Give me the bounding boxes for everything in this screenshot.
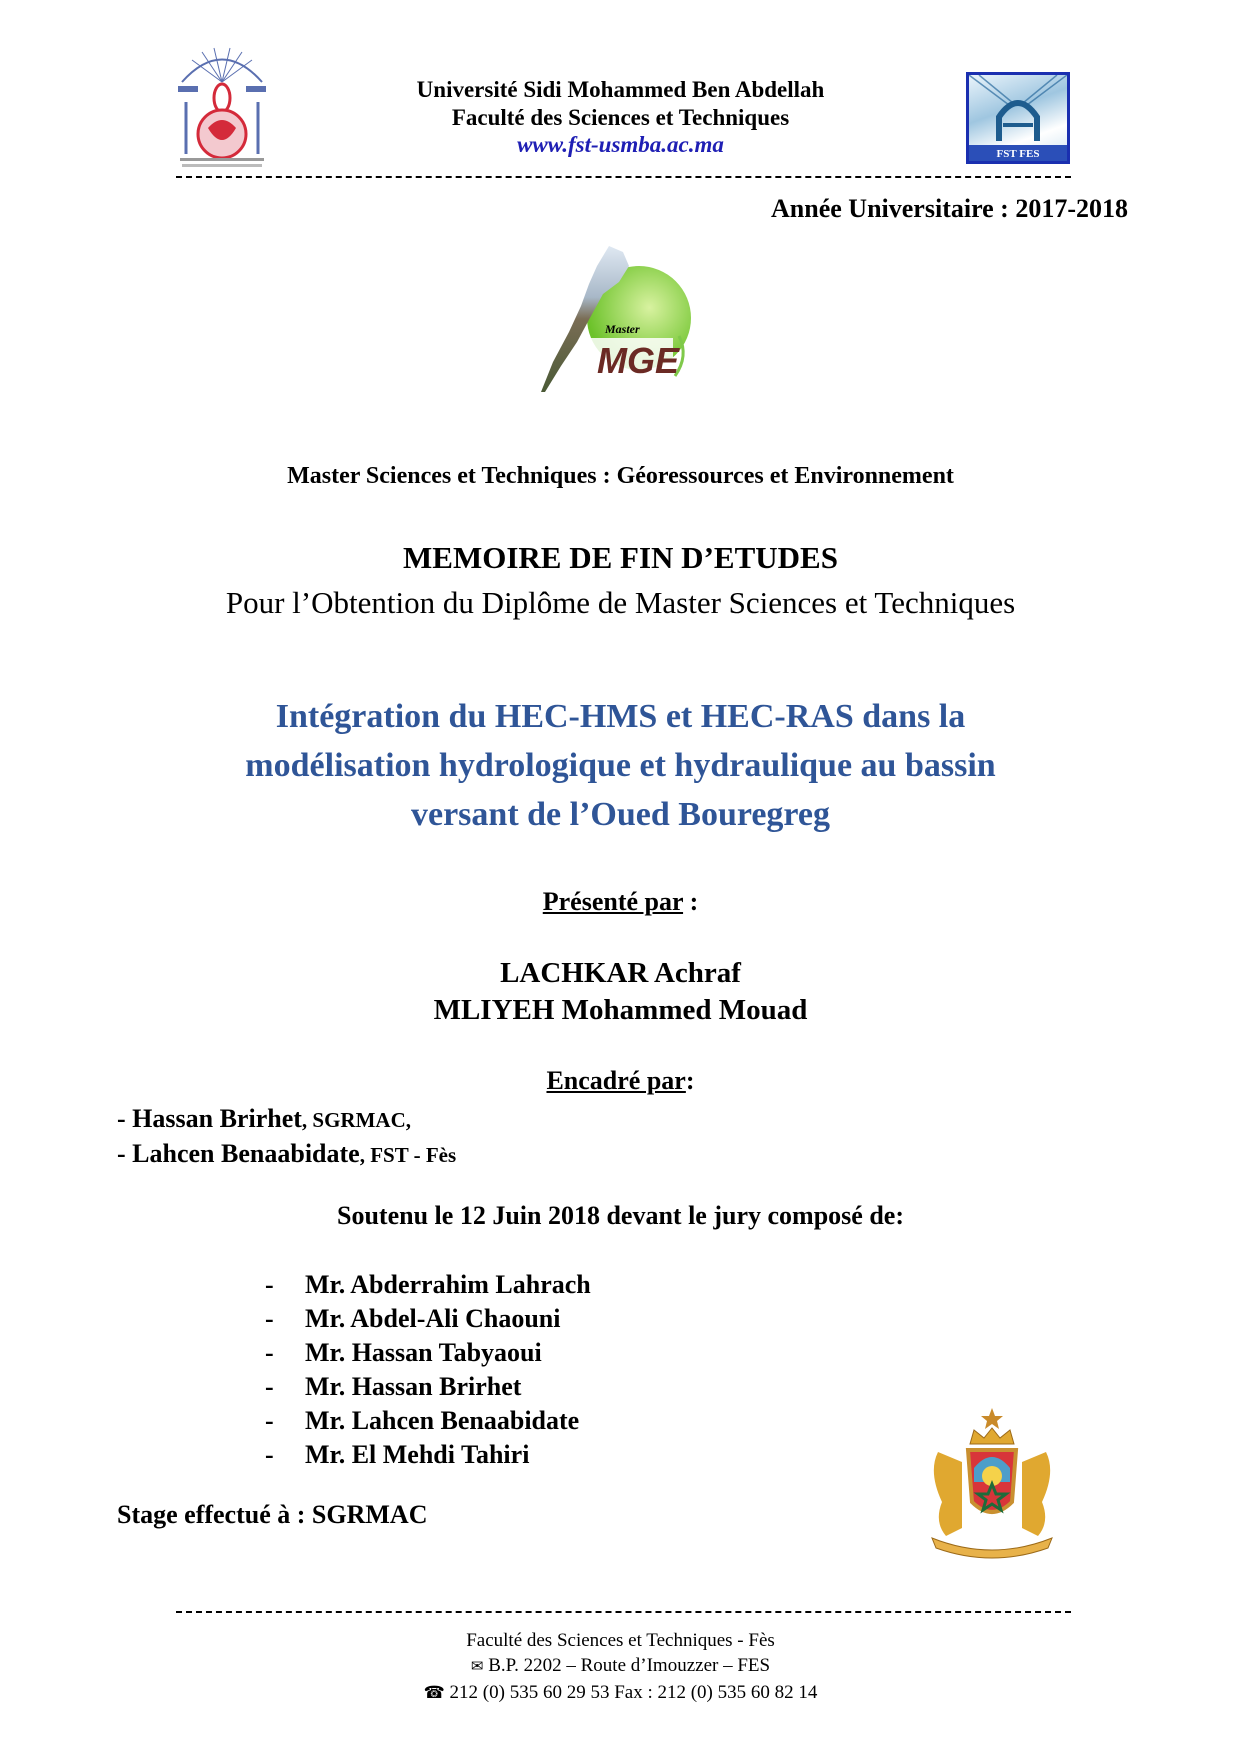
faculty-name: Faculté des Sciences et Techniques — [451, 105, 790, 130]
supervisor-dash: - — [117, 1104, 133, 1133]
academic-year: Année Universitaire : 2017-2018 — [771, 194, 1128, 223]
memoire-subheading: Pour l’Obtention du Diplôme de Master Sciences et Techniques — [225, 585, 1016, 620]
jury-member — [265, 1268, 591, 1302]
supervisor-name: Lahcen Benaabidate — [132, 1139, 360, 1168]
thesis-title-line-2: modélisation hydrologique et hydraulique au bassin — [245, 747, 996, 784]
footer-faculty: Faculté des Sciences et Techniques - Fès — [466, 1630, 775, 1651]
presented-by-label: Présenté par — [542, 887, 684, 916]
jury-member — [265, 1438, 591, 1472]
jury-member-name: Mr. Abdel-Ali Chaouni — [305, 1304, 561, 1333]
footer-address-text: B.P. 2202 – Route d’Imouzzer – FES — [488, 1655, 771, 1676]
mge-master-logo — [539, 246, 711, 392]
jury-bullet: - — [265, 1304, 274, 1333]
supervised-by-heading — [0, 1066, 1241, 1096]
jury-member-name: Mr. Hassan Brirhet — [305, 1372, 522, 1401]
defense-statement: Soutenu le 12 Juin 2018 devant le jury composé de: — [337, 1201, 904, 1230]
jury-member — [265, 1336, 591, 1370]
thesis-title-line-1: Intégration du HEC-HMS et HEC-RAS dans la — [275, 698, 966, 735]
jury-bullet: - — [265, 1406, 274, 1435]
supervisor-item — [117, 1137, 456, 1172]
mge-master-label: Master — [605, 322, 640, 336]
thesis-title-line-3: versant de l’Oued Bouregreg — [411, 796, 830, 833]
presented-by-heading — [0, 887, 1241, 917]
fst-fes-logo — [966, 72, 1070, 164]
supervisors-list — [117, 1102, 456, 1172]
jury-list — [265, 1268, 591, 1472]
footer — [0, 1628, 1241, 1705]
student-name: MLIYEH Mohammed Mouad — [433, 994, 808, 1026]
website-link[interactable]: www.fst-usmba.ac.ma — [517, 132, 724, 157]
jury-member-name: Mr. Lahcen Benaabidate — [305, 1406, 580, 1435]
internship-location: Stage effectué à : SGRMAC — [117, 1500, 428, 1529]
supervisor-dash: - — [117, 1139, 133, 1168]
jury-member — [265, 1302, 591, 1336]
coat-of-arms-icon — [912, 1402, 1072, 1562]
supervised-by-label: Encadré par — [546, 1066, 686, 1095]
phone-icon: ☎ — [423, 1683, 445, 1702]
supervisor-affiliation: , FST - Fès — [359, 1143, 457, 1167]
fst-logo-caption: FST FES — [996, 148, 1040, 160]
supervisor-name: Hassan Brirhet — [132, 1104, 302, 1133]
supervisor-affiliation: , SGRMAC, — [301, 1108, 411, 1132]
supervisor-item — [117, 1102, 456, 1137]
university-name: Université Sidi Mohammed Ben Abdellah — [416, 77, 825, 102]
jury-member — [265, 1404, 591, 1438]
presented-by-colon: : — [683, 887, 699, 916]
program-name: Master Sciences et Techniques : Géoressources et Environnement — [287, 463, 954, 489]
footer-address — [0, 1653, 1241, 1680]
jury-bullet: - — [265, 1372, 274, 1401]
supervised-by-colon: : — [685, 1066, 695, 1095]
memoire-heading: MEMOIRE DE FIN D’ETUDES — [403, 540, 838, 575]
jury-member-name: Mr. Abderrahim Lahrach — [305, 1270, 591, 1299]
jury-member-name: Mr. Hassan Tabyaoui — [305, 1338, 542, 1367]
jury-member — [265, 1370, 591, 1404]
jury-bullet: - — [265, 1338, 274, 1367]
jury-bullet: - — [265, 1440, 274, 1469]
jury-member-name: Mr. El Mehdi Tahiri — [305, 1440, 530, 1469]
mail-icon: ✉ — [470, 1659, 484, 1675]
footer-phone — [0, 1680, 1241, 1705]
mge-acronym: MGE — [597, 340, 680, 381]
jury-bullet: - — [265, 1270, 274, 1299]
header-divider — [176, 176, 1071, 178]
student-name: LACHKAR Achraf — [500, 957, 741, 989]
moroccan-coat-of-arms — [912, 1402, 1072, 1562]
footer-phone-text: 212 (0) 535 60 29 53 Fax : 212 (0) 535 60 82 14 — [449, 1682, 818, 1703]
students-list — [0, 955, 1241, 1029]
thesis-title — [0, 692, 1241, 839]
footer-divider — [176, 1611, 1071, 1613]
